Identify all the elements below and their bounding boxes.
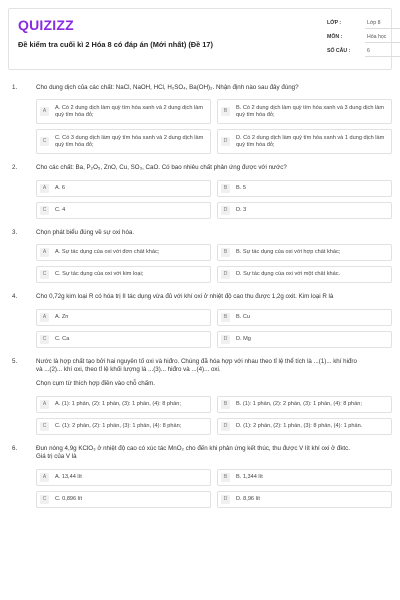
question-number: 6. [12, 444, 18, 452]
meta-row-class [327, 16, 400, 30]
question-line: Giá trị của V là [36, 453, 77, 461]
question-block [8, 293, 392, 347]
answer-option-d[interactable] [217, 418, 392, 435]
answer-option-b[interactable] [217, 99, 392, 124]
option-letter-badge: C [40, 335, 49, 344]
meta-value: Hóa học [365, 32, 400, 43]
answer-options [8, 180, 392, 219]
option-letter-badge: C [40, 270, 49, 279]
quizizz-logo: QUIZIZZ [18, 17, 74, 33]
option-letter-badge: D [221, 335, 230, 344]
option-letter-badge: D [221, 495, 230, 504]
option-letter-badge: A [40, 184, 49, 193]
answer-option-b[interactable] [217, 396, 392, 413]
answer-options [8, 309, 392, 348]
question-header [8, 164, 392, 172]
option-letter-badge: B [221, 400, 230, 409]
option-letter-badge: C [40, 137, 49, 146]
option-letter-badge: A [40, 248, 49, 257]
question-number: 4. [12, 293, 18, 301]
answer-options [8, 396, 392, 435]
option-letter-badge: B [221, 473, 230, 482]
question-instruction: Chọn cụm từ thích hợp điền vào chỗ chấm. [36, 380, 155, 388]
question-text [36, 84, 392, 92]
option-letter-badge: A [40, 107, 49, 116]
answer-option-b[interactable] [217, 309, 392, 326]
question-line: và ...(2)... khí oxi, theo tỉ lệ khối lượng là ...(3)... hiđro và ...(4)... oxi. [36, 366, 221, 374]
answer-option-a[interactable] [36, 180, 211, 197]
meta-row-subject [327, 30, 400, 44]
answer-options [8, 469, 392, 508]
option-text: C. (1): 2 phần, (2): 1 phần, (3): 1 phần, (4): 8 phần; [55, 422, 182, 429]
question-line: Chọn phát biểu đúng về sự oxi hóa. [36, 228, 135, 236]
answer-option-b[interactable] [217, 469, 392, 486]
option-text: D. Sự tác dụng của oxi với một chất khác. [236, 271, 341, 278]
question-list [8, 70, 392, 508]
answer-option-a[interactable] [36, 469, 211, 486]
option-text: A. Có 2 dung dịch làm quỳ tím hóa xanh và 2 dung dịch làm quỳ tím hóa đỏ; [55, 104, 204, 118]
question-text [36, 445, 392, 462]
question-line: Cho 0,72g kim loại R có hóa trị II tác dụng vừa đủ với khí oxi ở nhiệt độ cao thu được 1,2g oxit. Kim loại R là [36, 293, 334, 301]
option-letter-badge: B [221, 313, 230, 322]
question-header [8, 358, 392, 389]
option-text: D. (1): 2 phần, (2): 1 phần, (3): 8 phần, (4): 1 phần. [236, 422, 363, 429]
question-block [8, 445, 392, 508]
option-letter-badge: B [221, 107, 230, 116]
answer-option-a[interactable] [36, 244, 211, 261]
question-line: Đun nóng 4,9g KClO₃ ở nhiệt độ cao có xúc tác MnO₂ cho đến khi phản ứng kết thúc, thu được V lít khí oxi ở đktc. [36, 444, 350, 452]
question-number: 5. [12, 357, 18, 365]
meta-label: MÔN : [327, 34, 343, 40]
answer-option-a[interactable] [36, 309, 211, 326]
question-header [8, 84, 392, 92]
option-text: B. Cu [236, 313, 250, 320]
option-text: C. Ca [55, 335, 70, 342]
question-text [36, 229, 392, 237]
question-number: 3. [12, 228, 18, 236]
worksheet-header [8, 8, 392, 70]
answer-option-d[interactable] [217, 266, 392, 283]
option-text: B. 1,344 lít [236, 473, 263, 480]
answer-option-d[interactable] [217, 331, 392, 348]
question-text [36, 164, 392, 172]
answer-option-c[interactable] [36, 491, 211, 508]
answer-option-d[interactable] [217, 491, 392, 508]
option-letter-badge: C [40, 206, 49, 215]
option-letter-badge: D [221, 206, 230, 215]
question-block [8, 164, 392, 218]
option-letter-badge: C [40, 495, 49, 504]
question-block [8, 84, 392, 154]
answer-option-d[interactable] [217, 129, 392, 154]
question-text [36, 293, 392, 301]
question-block [8, 229, 392, 283]
option-text: B. Sự tác dụng của oxi với hợp chất khác; [236, 249, 341, 256]
option-text: D. 8,96 lít [236, 495, 260, 502]
option-letter-badge: A [40, 400, 49, 409]
option-text: A. (1): 1 phần, (2): 1 phần, (3): 1 phần, (4): 8 phần; [55, 400, 181, 407]
answer-option-b[interactable] [217, 244, 392, 261]
question-text [36, 358, 392, 389]
meta-row-count [327, 44, 400, 58]
worksheet-meta [327, 16, 400, 58]
option-letter-badge: D [221, 137, 230, 146]
option-text: A. 13,44 lít [55, 473, 82, 480]
answer-option-c[interactable] [36, 266, 211, 283]
question-header [8, 445, 392, 462]
option-text: C. Sự tác dụng của oxi với kim loại; [55, 271, 144, 278]
question-number: 1. [12, 84, 18, 91]
question-header [8, 293, 392, 301]
answer-options [8, 244, 392, 283]
answer-option-a[interactable] [36, 396, 211, 413]
option-letter-badge: D [221, 270, 230, 279]
answer-option-c[interactable] [36, 331, 211, 348]
option-text: C. 0,896 lít [55, 495, 83, 502]
option-text: A. Sự tác dụng của oxi với đơn chất khác; [55, 249, 160, 256]
question-block [8, 358, 392, 435]
option-letter-badge: B [221, 248, 230, 257]
option-letter-badge: C [40, 422, 49, 431]
answer-options [8, 99, 392, 154]
meta-value: Lớp 8 [365, 18, 400, 29]
option-text: B. Có 2 dung dịch làm quỳ tím hóa xanh và 3 dung dịch làm quỳ tím hóa đỏ; [236, 104, 385, 118]
meta-label: SỐ CÂU : [327, 48, 351, 54]
option-letter-badge: A [40, 313, 49, 322]
option-text: A. 6 [55, 184, 65, 191]
meta-label: LỚP : [327, 20, 342, 26]
answer-option-c[interactable] [36, 202, 211, 219]
option-letter-badge: A [40, 473, 49, 482]
option-text: C. Có 3 dung dịch làm quỳ tím hóa xanh và 2 dung dịch làm quỳ tím hóa đỏ; [55, 134, 204, 148]
worksheet-title: Đề kiểm tra cuối kì 2 Hóa 8 có đáp án (Mới nhất) (Đề 17) [18, 40, 213, 49]
answer-option-b[interactable] [217, 180, 392, 197]
option-text: B. 5 [236, 184, 246, 191]
answer-option-a[interactable] [36, 99, 211, 124]
question-line: Cho các chất: Ba, P₂O₅, ZnO, Cu, SO₃, CaO. Có bao nhiêu chất phản ứng được với nước? [36, 164, 287, 172]
option-text: B. (1): 1 phần, (2): 2 phần, (3): 1 phần, (4): 8 phần; [236, 400, 362, 407]
question-line: Nước là hợp chất tạo bởi hai nguyên tố oxi và hiđro. Chúng đã hóa hợp với nhau theo tỉ lệ thể tích là ...(1)... khí hiđro [36, 357, 357, 365]
option-letter-badge: D [221, 422, 230, 431]
question-line: Cho dung dịch của các chất: NaCl, NaOH, HCl, H₂SO₄, Ba(OH)₂. Nhận định nào sau đây đúng? [36, 84, 299, 91]
option-text: A. Zn [55, 313, 69, 320]
answer-option-d[interactable] [217, 202, 392, 219]
option-text: D. Có 2 dung dịch làm quỳ tím hóa xanh và 1 dung dịch làm quỳ tím hóa đỏ; [236, 134, 385, 148]
question-number: 2. [12, 164, 18, 172]
question-header [8, 229, 392, 237]
option-text: D. Mg [236, 335, 251, 342]
option-text: C. 4 [55, 206, 66, 213]
answer-option-c[interactable] [36, 418, 211, 435]
meta-value: 6 [365, 46, 400, 57]
answer-option-c[interactable] [36, 129, 211, 154]
option-text: D. 3 [236, 206, 247, 213]
option-letter-badge: B [221, 184, 230, 193]
